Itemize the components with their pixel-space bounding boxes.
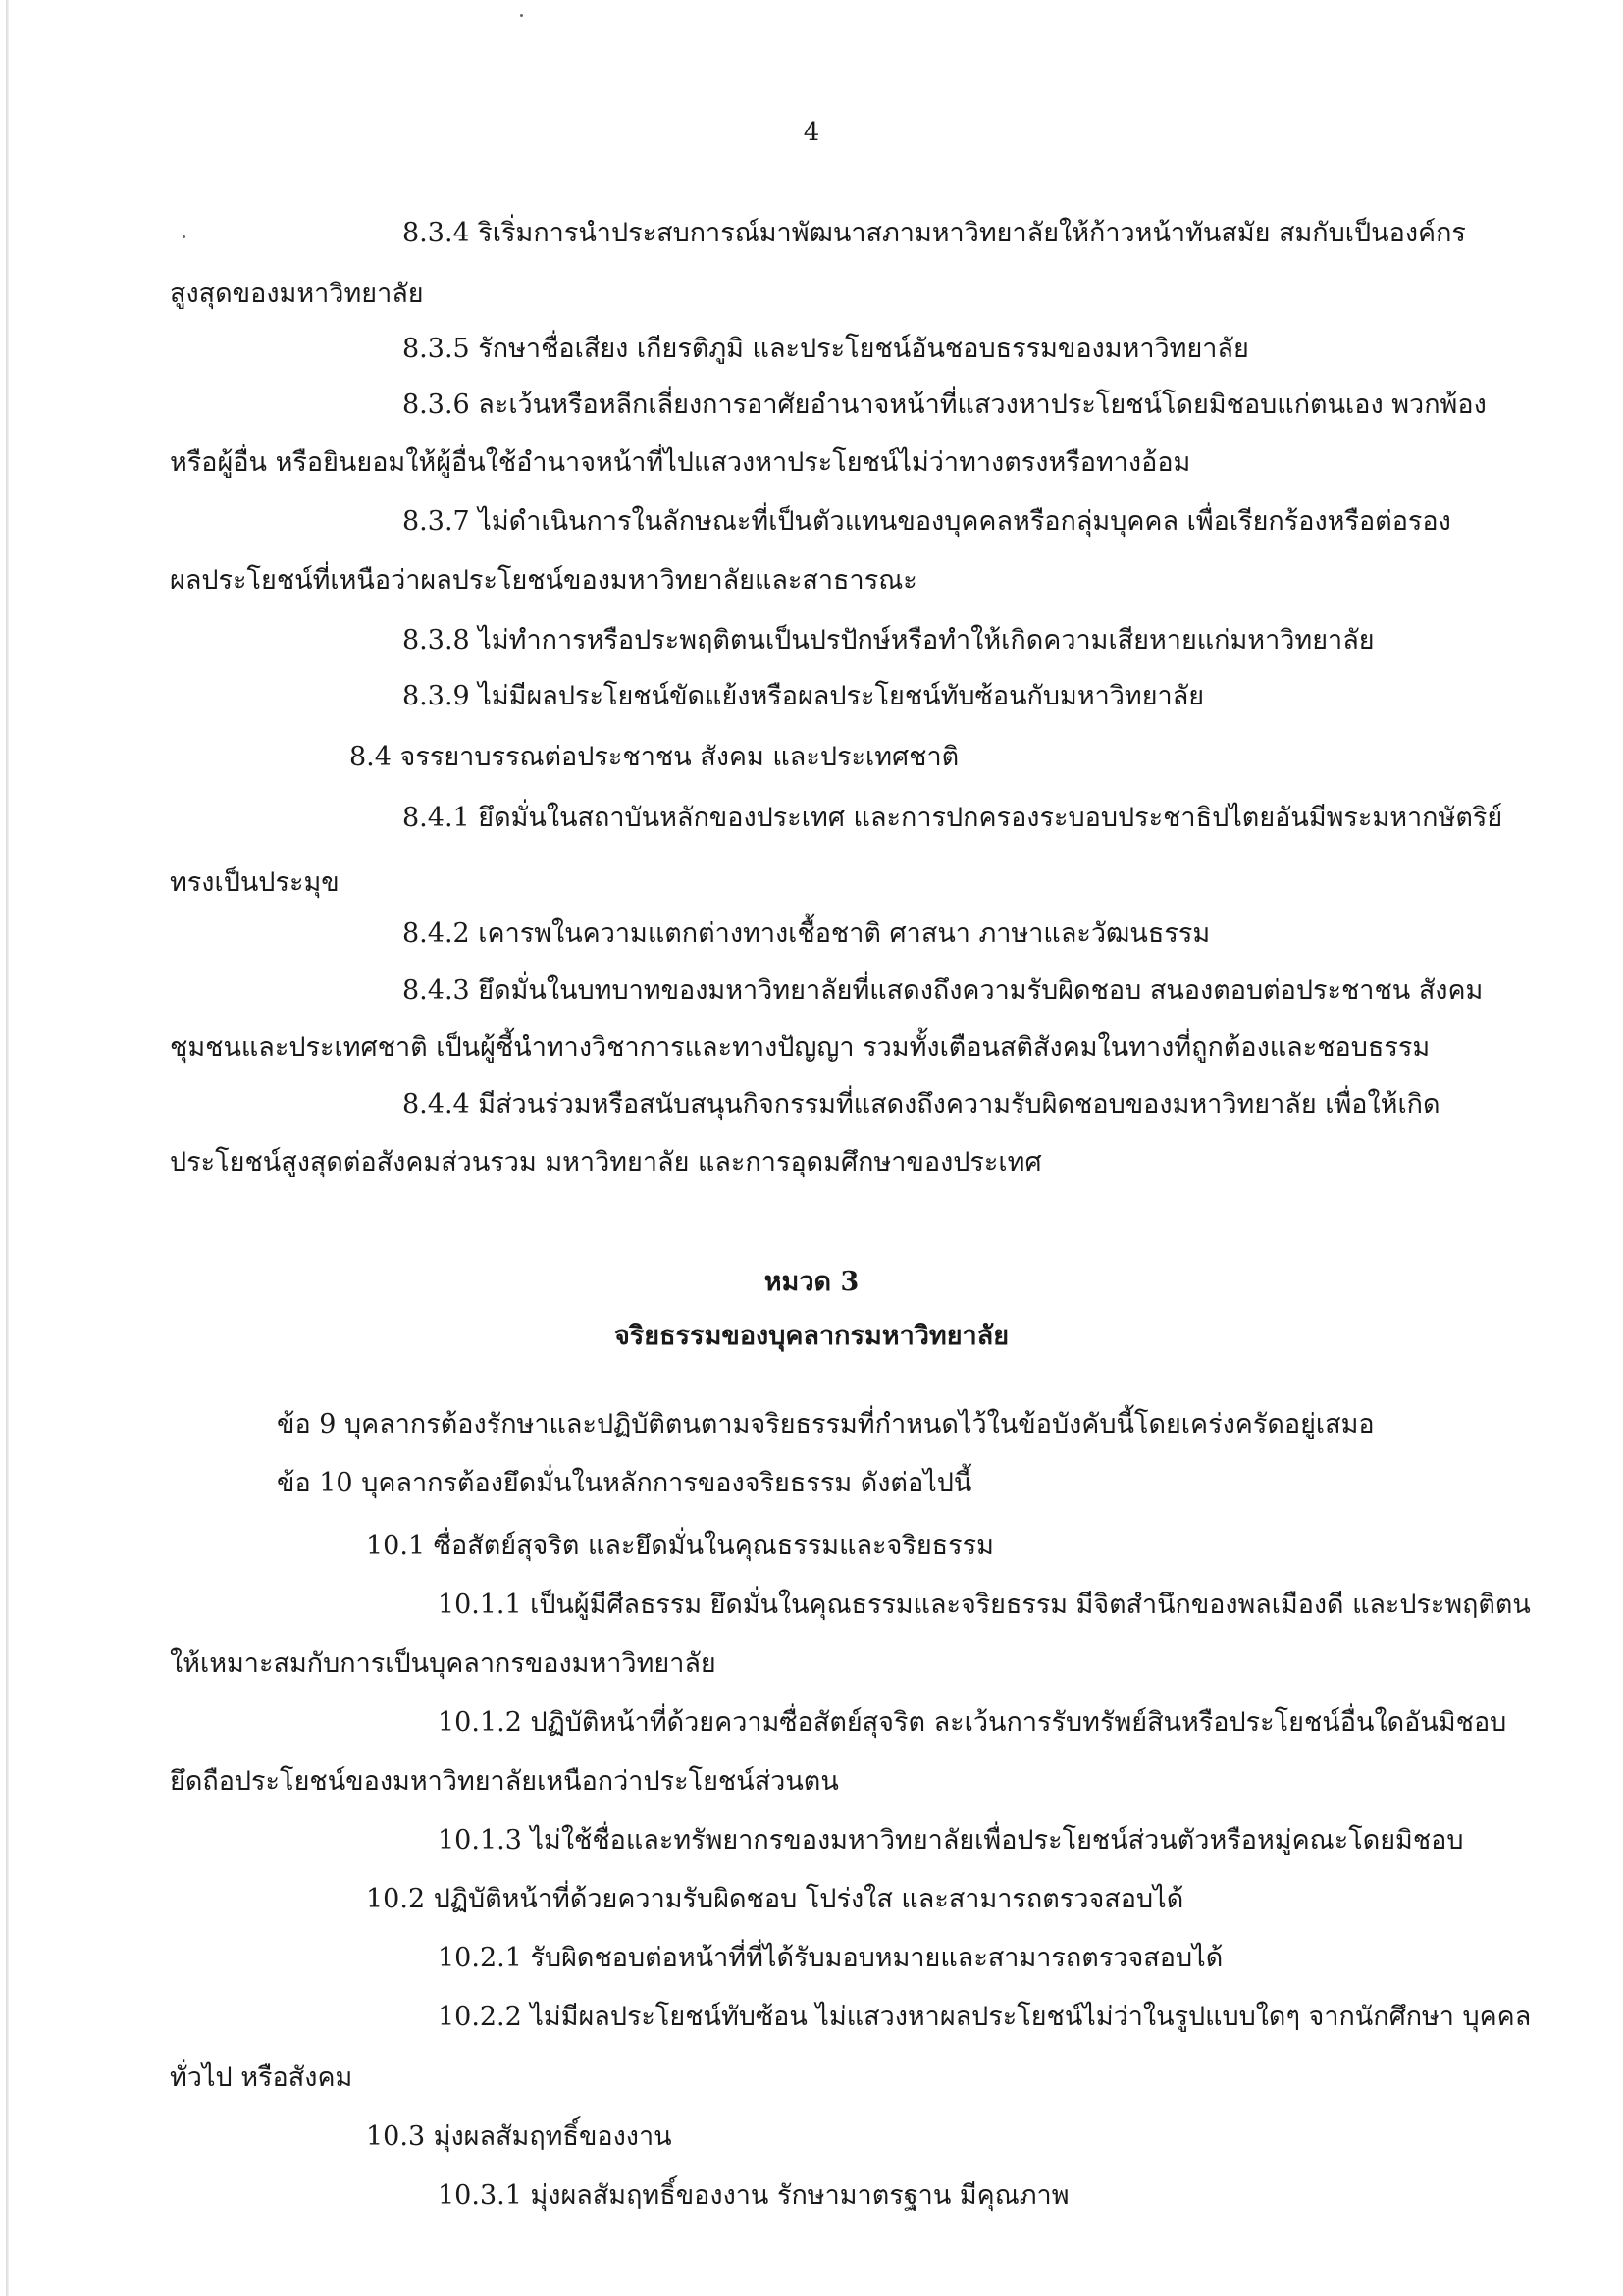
clause-8-3-8: 8.3.8 ไม่ทำการหรือประพฤติตนเป็นปรปักษ์หรือทำให้เกิดความเสียหายแก่มหาวิทยาลัย <box>402 625 1375 655</box>
clause-10-2-2-line-1: 10.2.2 ไม่มีผลประโยชน์ทับซ้อน ไม่แสวงหาผลประโยชน์ไม่ว่าในรูปแบบใดๆ จากนักศึกษา บุคคล <box>438 2002 1532 2032</box>
clause-8-4-1-line-2: ทรงเป็นประมุข <box>170 867 340 898</box>
clause-8-3-9: 8.3.9 ไม่มีผลประโยชน์ขัดแย้งหรือผลประโยชน์ทับซ้อนกับมหาวิทยาลัย <box>402 681 1205 711</box>
heading-10-1: 10.1 ซื่อสัตย์สุจริต และยึดมั่นในคุณธรรมและจริยธรรม <box>366 1531 994 1561</box>
scan-speck <box>183 235 185 238</box>
article-9: ข้อ 9 บุคลากรต้องรักษาและปฏิบัติตนตามจริยธรรมที่กำหนดไว้ในข้อบังคับนี้โดยเคร่งครัดอยู่เสมอ <box>277 1409 1375 1439</box>
clause-8-3-6-line-2: หรือผู้อื่น หรือยินยอมให้ผู้อื่นใช้อำนาจหน้าที่ไปแสวงหาประโยชน์ไม่ว่าทางตรงหรือทางอ้อม <box>170 447 1191 478</box>
clause-10-3-1: 10.3.1 มุ่งผลสัมฤทธิ์ของงาน รักษามาตรฐาน มีคุณภาพ <box>438 2180 1070 2211</box>
clause-10-2-2-line-2: ทั่วไป หรือสังคม <box>170 2062 353 2093</box>
clause-8-3-7-line-2: ผลประโยชน์ที่เหนือว่าผลประโยชน์ของมหาวิทยาลัยและสาธารณะ <box>170 565 917 596</box>
scan-speck <box>520 14 523 17</box>
clause-8-4-2: 8.4.2 เคารพในความแตกต่างทางเชื้อชาติ ศาสนา ภาษาและวัฒนธรรม <box>402 918 1211 949</box>
clause-10-1-2-line-2: ยึดถือประโยชน์ของมหาวิทยาลัยเหนือกว่าประโยชน์ส่วนตน <box>170 1766 839 1797</box>
clause-10-1-2-line-1: 10.1.2 ปฏิบัติหน้าที่ด้วยความซื่อสัตย์สุจริต ละเว้นการรับทรัพย์สินหรือประโยชน์อื่นใดอันมิชอบ <box>438 1707 1507 1738</box>
clause-8-3-4-line-1: 8.3.4 ริเริ่มการนำประสบการณ์มาพัฒนาสภามหาวิทยาลัยให้ก้าวหน้าทันสมัย สมกับเป็นองค์กร <box>402 218 1466 248</box>
heading-10-3: 10.3 มุ่งผลสัมฤทธิ์ของงาน <box>366 2121 672 2152</box>
clause-10-2-1: 10.2.1 รับผิดชอบต่อหน้าที่ที่ได้รับมอบหมายและสามารถตรวจสอบได้ <box>438 1943 1224 1973</box>
chapter-title: จริยธรรมของบุคลากรมหาวิทยาลัย <box>613 1321 1010 1351</box>
clause-10-1-1-line-2: ให้เหมาะสมกับการเป็นบุคลากรของมหาวิทยาลัย <box>170 1648 716 1679</box>
heading-10-2: 10.2 ปฏิบัติหน้าที่ด้วยความรับผิดชอบ โปร่งใส และสามารถตรวจสอบได้ <box>366 1884 1184 1914</box>
clause-8-4-4-line-1: 8.4.4 มีส่วนร่วมหรือสนับสนุนกิจกรรมที่แสดงถึงความรับผิดชอบของมหาวิทยาลัย เพื่อให้เกิด <box>402 1089 1440 1120</box>
clause-8-4-4-line-2: ประโยชน์สูงสุดต่อสังคมส่วนรวม มหาวิทยาลัย และการอุดมศึกษาของประเทศ <box>170 1147 1042 1177</box>
clause-8-4-3-line-1: 8.4.3 ยึดมั่นในบทบาทของมหาวิทยาลัยที่แสดงถึงความรับผิดชอบ สนองตอบต่อประชาชน สังคม <box>402 975 1484 1006</box>
clause-8-3-7-line-1: 8.3.7 ไม่ดำเนินการในลักษณะที่เป็นตัวแทนของบุคคลหรือกลุ่มบุคคล เพื่อเรียกร้องหรือต่อรอง <box>402 506 1451 537</box>
article-10: ข้อ 10 บุคลากรต้องยึดมั่นในหลักการของจริยธรรม ดังต่อไปนี้ <box>277 1468 972 1498</box>
clause-8-4-1-line-1: 8.4.1 ยึดมั่นในสถาบันหลักของประเทศ และการปกครองระบอบประชาธิปไตยอันมีพระมหากษัตริย์ <box>402 803 1503 833</box>
clause-10-1-3: 10.1.3 ไม่ใช้ชื่อและทรัพยากรของมหาวิทยาลัยเพื่อประโยชน์ส่วนตัวหรือหมู่คณะโดยมิชอบ <box>438 1825 1464 1855</box>
page-number: 4 <box>803 118 820 147</box>
heading-8-4: 8.4 จรรยาบรรณต่อประชาชน สังคม และประเทศชาติ <box>349 742 960 772</box>
clause-8-3-6-line-1: 8.3.6 ละเว้นหรือหลีกเลี่ยงการอาศัยอำนาจหน้าที่แสวงหาประโยชน์โดยมิชอบแก่ตนเอง พวกพ้อง <box>402 390 1487 420</box>
clause-8-3-4-line-2: สูงสุดของมหาวิทยาลัย <box>170 279 424 309</box>
clause-8-3-5: 8.3.5 รักษาชื่อเสียง เกียรติภูมิ และประโยชน์อันชอบธรรมของมหาวิทยาลัย <box>402 334 1249 364</box>
chapter-number: หมวด 3 <box>763 1267 860 1297</box>
clause-10-1-1-line-1: 10.1.1 เป็นผู้มีศีลธรรม ยึดมั่นในคุณธรรมและจริยธรรม มีจิตสำนึกของพลเมืองดี และประพฤติตน <box>438 1590 1531 1620</box>
scan-edge <box>6 0 9 2296</box>
clause-8-4-3-line-2: ชุมชนและประเทศชาติ เป็นผู้ชี้นำทางวิชาการและทางปัญญา รวมทั้งเตือนสติสังคมในทางที่ถูกต้องและชอบธรรม <box>170 1032 1431 1063</box>
